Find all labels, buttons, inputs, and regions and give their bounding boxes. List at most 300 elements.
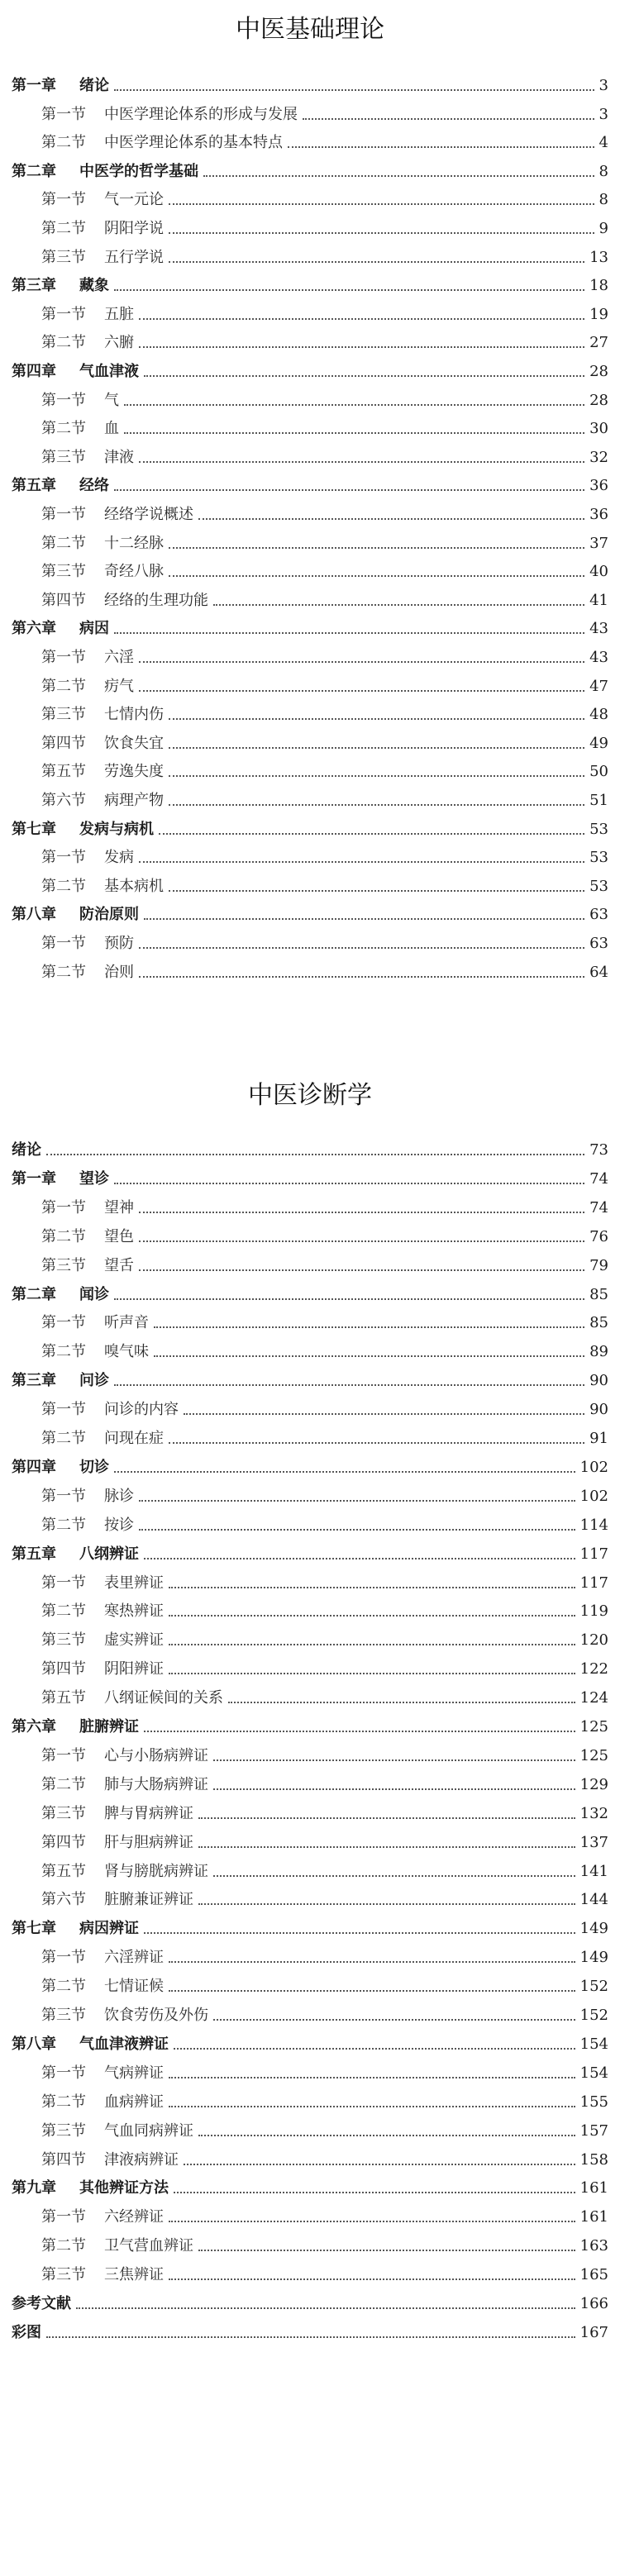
toc-entry-label <box>41 850 139 866</box>
page-number: 36 <box>589 506 608 523</box>
toc-section-row[interactable] <box>41 1334 608 1360</box>
section-title: 脉诊 <box>104 1487 134 1505</box>
section-number: 第三节 <box>41 248 86 266</box>
toc-section-row[interactable] <box>41 211 608 237</box>
section-title: 气血同病辨证 <box>104 2121 193 2140</box>
toc-entry-label <box>41 536 169 552</box>
dot-leader <box>213 1788 575 1790</box>
toc-chapter-row[interactable] <box>12 2286 608 2312</box>
section-title: 治则 <box>104 963 134 981</box>
toc-chapter-row[interactable] <box>12 68 608 94</box>
toc-entry-label <box>12 2296 76 2312</box>
section-title: 六经辨证 <box>104 2208 164 2226</box>
chapter-title: 望诊 <box>79 1169 109 1188</box>
toc-section-row[interactable] <box>41 1680 608 1707</box>
toc-section-row[interactable] <box>41 325 608 351</box>
section-number: 第二节 <box>41 534 86 552</box>
toc-section-row[interactable] <box>41 583 608 609</box>
book-title-tcm-diagnostics: 中医诊断学 <box>248 1081 372 1110</box>
toc-entry-label <box>41 1575 169 1592</box>
toc-chapter-row[interactable] <box>12 154 608 180</box>
toc-section-row[interactable] <box>41 1248 608 1274</box>
toc-chapter-row[interactable] <box>12 1132 608 1159</box>
section-number: 第一节 <box>41 391 86 409</box>
chapter-number: 第八章 <box>12 2035 56 2053</box>
chapter-number: 第九章 <box>12 2179 56 2197</box>
toc-entry-label <box>12 821 159 838</box>
toc-section-row[interactable] <box>41 2199 608 2226</box>
page-number: 149 <box>579 1920 608 1938</box>
page-number: 154 <box>579 2064 608 2082</box>
dot-leader <box>114 632 584 634</box>
section-title: 八纲证候间的关系 <box>104 1689 223 1707</box>
page-number: 161 <box>579 2208 608 2226</box>
section-title: 六腑 <box>104 334 134 352</box>
toc-entry-label <box>41 1661 169 1678</box>
page-number: 124 <box>579 1689 608 1707</box>
toc-section-row[interactable] <box>41 1854 608 1880</box>
page-number: 158 <box>579 2150 608 2169</box>
section-title: 望舌 <box>104 1256 134 1274</box>
toc-section-row[interactable] <box>41 125 608 151</box>
page-number: 155 <box>579 2093 608 2111</box>
page-number: 19 <box>589 305 608 323</box>
page-number: 8 <box>599 191 608 209</box>
toc-entry-label <box>12 2325 46 2341</box>
dot-leader <box>198 2135 575 2136</box>
toc-section-row[interactable] <box>41 840 608 866</box>
toc-entry-label <box>41 879 169 895</box>
toc-entry-label <box>41 192 169 208</box>
chapter-title: 彩图 <box>12 2323 41 2341</box>
section-number: 第二节 <box>41 334 86 352</box>
dot-leader <box>154 1355 584 1357</box>
toc-entry-label <box>12 1459 114 1476</box>
toc-section-row[interactable] <box>41 1507 608 1534</box>
dot-leader <box>169 775 584 777</box>
section-number: 第一节 <box>41 2208 86 2226</box>
toc-section-row[interactable] <box>41 2055 608 2082</box>
book-title-tcm-basic-theory: 中医基础理论 <box>236 15 384 44</box>
section-title: 按诊 <box>104 1516 134 1534</box>
section-title: 虚实辨证 <box>104 1631 164 1650</box>
toc-section-row[interactable] <box>41 1593 608 1620</box>
section-number: 第一节 <box>41 1314 86 1332</box>
page-number: 28 <box>589 363 608 380</box>
toc-section-row[interactable] <box>41 1882 608 1908</box>
section-number: 第五节 <box>41 1689 86 1707</box>
page-number: 3 <box>599 77 608 94</box>
chapter-title: 其他辨证方法 <box>79 2179 169 2197</box>
section-title: 经络的生理功能 <box>104 591 208 609</box>
toc-section-row[interactable] <box>41 1796 608 1822</box>
chapter-number: 第五章 <box>12 1545 56 1563</box>
toc-chapter-row[interactable] <box>12 1450 608 1476</box>
page-number: 48 <box>589 706 608 724</box>
page-number: 8 <box>599 162 608 180</box>
page-number: 3 <box>599 105 608 123</box>
toc-section-row[interactable] <box>41 726 608 752</box>
toc-entry-label <box>41 936 139 952</box>
dot-leader <box>174 2192 575 2193</box>
toc-section-row[interactable] <box>41 240 608 266</box>
chapter-title: 闻诊 <box>79 1285 109 1303</box>
toc-entry-label <box>12 278 114 294</box>
section-title: 脏腑兼证辨证 <box>104 1891 193 1909</box>
dot-leader <box>169 1587 575 1588</box>
toc-section-row[interactable] <box>41 383 608 409</box>
toc-entry-label <box>41 1315 154 1331</box>
dot-leader <box>169 1644 575 1645</box>
dot-leader <box>114 89 594 91</box>
page-number: 9 <box>599 220 608 237</box>
page-number: 32 <box>589 448 608 466</box>
toc-section-row[interactable] <box>41 2142 608 2169</box>
section-title: 听声音 <box>104 1314 149 1332</box>
dot-leader <box>198 518 584 520</box>
chapter-title: 气血津液 <box>79 363 139 380</box>
section-title: 脾与胃病辨证 <box>104 1804 193 1822</box>
section-number: 第一节 <box>41 649 86 666</box>
toc-entry-label <box>41 135 288 151</box>
dot-leader <box>198 1817 575 1819</box>
section-title: 奇经八脉 <box>104 563 164 581</box>
dot-leader <box>144 918 584 920</box>
chapter-title: 气血津液辨证 <box>79 2035 169 2053</box>
toc-chapter-row[interactable] <box>12 2315 608 2341</box>
page-number: 165 <box>579 2266 608 2284</box>
section-number: 第六节 <box>41 1891 86 1909</box>
toc-section-row[interactable] <box>41 411 608 437</box>
section-number: 第四节 <box>41 1833 86 1851</box>
toc-section-row[interactable] <box>41 669 608 695</box>
dot-leader <box>203 175 594 177</box>
toc-entry-label <box>41 1517 139 1534</box>
toc-chapter-row[interactable] <box>12 2026 608 2053</box>
section-title: 七情证候 <box>104 1978 164 1996</box>
toc-section-row[interactable] <box>41 1651 608 1678</box>
toc-entry-label <box>41 221 169 237</box>
dot-leader <box>169 232 594 234</box>
toc-entry-label <box>41 1777 213 1793</box>
toc-section-row[interactable] <box>41 182 608 208</box>
section-number: 第一节 <box>41 1574 86 1592</box>
chapter-title: 八纲辨证 <box>79 1545 139 1563</box>
section-title: 五脏 <box>104 305 134 323</box>
chapter-title: 藏象 <box>79 277 109 295</box>
toc-section-row[interactable] <box>41 440 608 466</box>
toc-section-row[interactable] <box>41 497 608 523</box>
section-title: 气病辨证 <box>104 2064 164 2082</box>
chapter-number: 第二章 <box>12 162 56 180</box>
dot-leader <box>169 718 584 720</box>
chapter-number: 第三章 <box>12 1372 56 1390</box>
chapter-title: 防治原则 <box>79 906 139 924</box>
section-number: 第二节 <box>41 877 86 895</box>
dot-leader <box>169 203 594 205</box>
toc-entry-label <box>41 793 169 809</box>
toc-section-row[interactable] <box>41 1305 608 1331</box>
chapter-number: 第六章 <box>12 1718 56 1736</box>
page-number: 74 <box>589 1169 608 1188</box>
toc-section-row[interactable] <box>41 1565 608 1592</box>
page-number: 43 <box>589 649 608 666</box>
section-number: 第二节 <box>41 1343 86 1361</box>
toc-chapter-row[interactable] <box>12 468 608 494</box>
dot-leader <box>169 1673 575 1674</box>
toc-entry-label <box>41 1258 139 1274</box>
section-number: 第三节 <box>41 1631 86 1650</box>
section-title: 六淫 <box>104 649 134 666</box>
section-number: 第二节 <box>41 420 86 438</box>
section-title: 预防 <box>104 935 134 952</box>
toc-chapter-row[interactable] <box>12 611 608 637</box>
section-title: 血 <box>104 420 119 438</box>
toc-section-row[interactable] <box>41 640 608 666</box>
toc-chapter-row[interactable] <box>12 1363 608 1389</box>
page-number: 137 <box>579 1833 608 1851</box>
section-number: 第一节 <box>41 1198 86 1217</box>
toc-chapter-row[interactable] <box>12 1911 608 1937</box>
toc-entry-label <box>41 1488 139 1505</box>
dot-leader <box>139 947 584 949</box>
page-number: 63 <box>589 906 608 924</box>
toc-section-row[interactable] <box>41 955 608 981</box>
toc-section-row[interactable] <box>41 926 608 952</box>
section-title: 五行学说 <box>104 248 164 266</box>
chapter-number: 第四章 <box>12 1458 56 1476</box>
dot-leader <box>169 2278 575 2280</box>
toc-entry-label <box>12 78 114 94</box>
section-number: 第三节 <box>41 1804 86 1822</box>
toc-chapter-row[interactable] <box>12 812 608 838</box>
page-number: 132 <box>579 1804 608 1822</box>
section-number: 第五节 <box>41 763 86 781</box>
section-title: 津液病辨证 <box>104 2150 179 2169</box>
toc-entry-label <box>41 764 169 780</box>
page-number: 51 <box>589 792 608 809</box>
toc-section-row[interactable] <box>41 1940 608 1966</box>
toc-section-row[interactable] <box>41 1190 608 1217</box>
dot-leader <box>139 690 584 692</box>
dot-leader <box>169 804 584 806</box>
section-number: 第二节 <box>41 963 86 981</box>
toc-entry-label <box>41 2267 169 2283</box>
dot-leader <box>144 1731 575 1732</box>
section-number: 第二节 <box>41 677 86 695</box>
toc-section-row[interactable] <box>41 697 608 723</box>
toc-entry-label <box>41 421 124 437</box>
toc-section-row[interactable] <box>41 1997 608 2024</box>
page-number: 18 <box>589 277 608 295</box>
chapter-number: 第七章 <box>12 820 56 838</box>
section-number: 第二节 <box>41 1602 86 1621</box>
toc-section-row[interactable] <box>41 554 608 580</box>
toc-entry-label <box>41 450 139 466</box>
section-number: 第一节 <box>41 191 86 209</box>
toc-entry-label <box>12 1921 144 1937</box>
toc-entry-label <box>41 107 303 123</box>
toc-entry-label <box>41 250 169 266</box>
chapter-number: 第六章 <box>12 620 56 638</box>
dot-leader <box>144 1558 575 1559</box>
section-title: 十二经脉 <box>104 534 164 552</box>
section-number: 第三节 <box>41 1256 86 1274</box>
page-number: 125 <box>579 1718 608 1736</box>
toc-entry-label <box>41 2238 198 2255</box>
page-number: 49 <box>589 734 608 752</box>
section-title: 津液 <box>104 448 134 466</box>
chapter-title: 绪论 <box>79 77 109 94</box>
section-number: 第二节 <box>41 134 86 152</box>
section-title: 阴阳辨证 <box>104 1660 164 1678</box>
dot-leader <box>169 890 584 892</box>
toc-entry-label <box>41 593 213 609</box>
section-title: 问诊的内容 <box>104 1401 179 1419</box>
toc-entry-label <box>41 2209 169 2226</box>
page-number: 166 <box>579 2295 608 2312</box>
toc-entry-label <box>12 1142 46 1159</box>
toc-entry-label <box>12 621 114 637</box>
toc-section-row[interactable] <box>41 783 608 809</box>
section-title: 七情内伤 <box>104 706 164 724</box>
toc-chapter-row[interactable] <box>12 2170 608 2197</box>
section-title: 三焦辨证 <box>104 2266 164 2284</box>
page-number: 122 <box>579 1660 608 1678</box>
toc-section-row[interactable] <box>41 526 608 552</box>
section-title: 卫气营血辨证 <box>104 2237 193 2255</box>
toc-entry-label <box>41 650 139 666</box>
toc-entry-label <box>41 307 139 323</box>
page-number: 76 <box>589 1227 608 1245</box>
toc-section-row[interactable] <box>41 1825 608 1851</box>
toc-section-row[interactable] <box>41 297 608 323</box>
section-number: 第一节 <box>41 305 86 323</box>
toc-entry-label <box>41 1603 169 1620</box>
toc-section-row[interactable] <box>41 1219 608 1245</box>
toc-entry-label <box>41 1402 184 1418</box>
page-number: 167 <box>579 2323 608 2341</box>
page-number: 13 <box>589 248 608 266</box>
toc-section-row[interactable] <box>41 1767 608 1793</box>
section-number: 第四节 <box>41 2150 86 2169</box>
toc-entry-label <box>41 1690 228 1707</box>
section-number: 第四节 <box>41 591 86 609</box>
dot-leader <box>46 1154 584 1155</box>
chapter-title: 脏腑辨证 <box>79 1718 139 1736</box>
section-number: 第四节 <box>41 734 86 752</box>
page-number: 90 <box>589 1401 608 1419</box>
page-number: 64 <box>589 963 608 981</box>
toc-entry-label <box>41 1835 198 1851</box>
dot-leader <box>169 1990 575 1992</box>
section-title: 劳逸失度 <box>104 763 164 781</box>
toc-entry-label <box>41 1748 213 1764</box>
toc-section-row[interactable] <box>41 2257 608 2283</box>
page-number: 63 <box>589 935 608 952</box>
chapter-number: 第一章 <box>12 1169 56 1188</box>
chapter-number: 第五章 <box>12 477 56 495</box>
page-number: 40 <box>589 563 608 581</box>
section-title: 望神 <box>104 1198 134 1217</box>
toc-entry-label <box>41 679 139 695</box>
page-number: 152 <box>579 2007 608 2024</box>
toc-entry-label <box>41 1344 154 1360</box>
toc-section-row[interactable] <box>41 1622 608 1649</box>
section-number: 第一节 <box>41 1401 86 1419</box>
toc-chapter-row[interactable] <box>12 354 608 380</box>
page-number: 152 <box>579 1978 608 1996</box>
dot-leader <box>114 489 584 491</box>
section-number: 第二节 <box>41 1227 86 1245</box>
toc-section-row[interactable] <box>41 869 608 895</box>
section-number: 第六节 <box>41 792 86 809</box>
chapter-title: 发病与病机 <box>79 820 154 838</box>
section-number: 第一节 <box>41 2064 86 2082</box>
dot-leader <box>114 1183 584 1184</box>
toc-chapter-row[interactable] <box>12 897 608 923</box>
dot-leader <box>169 2077 575 2078</box>
section-title: 问现在症 <box>104 1430 164 1447</box>
toc-entry-label <box>41 1431 169 1447</box>
dot-leader <box>139 461 584 463</box>
toc-chapter-row[interactable] <box>12 1709 608 1736</box>
toc-section-row[interactable] <box>41 1421 608 1447</box>
section-number: 第一节 <box>41 1949 86 1967</box>
toc-section-row[interactable] <box>41 1392 608 1418</box>
dot-leader <box>213 604 584 606</box>
dot-leader <box>169 1442 584 1444</box>
dot-leader <box>139 1529 575 1531</box>
toc-entry-label <box>41 507 198 523</box>
page-number: 161 <box>579 2179 608 2197</box>
page-number: 27 <box>589 334 608 352</box>
toc-section-row[interactable] <box>41 1969 608 1995</box>
section-title: 心与小肠病辨证 <box>104 1746 208 1764</box>
page-number: 53 <box>589 877 608 895</box>
dot-leader <box>139 1500 575 1502</box>
section-number: 第二节 <box>41 1516 86 1534</box>
toc-chapter-row[interactable] <box>12 1277 608 1303</box>
toc-section-row[interactable] <box>41 754 608 780</box>
page-number: 50 <box>589 763 608 781</box>
toc-entry-label <box>41 2152 184 2169</box>
toc-section-row[interactable] <box>41 1738 608 1764</box>
section-title: 表里辨证 <box>104 1574 164 1592</box>
toc-entry-label <box>41 1229 139 1245</box>
toc-chapter-row[interactable] <box>12 1536 608 1563</box>
toc-entry-label <box>12 1171 114 1188</box>
toc-section-row[interactable] <box>41 2228 608 2255</box>
section-title: 肾与膀胱病辨证 <box>104 1862 208 1880</box>
dot-leader <box>169 2106 575 2107</box>
toc-section-row[interactable] <box>41 97 608 123</box>
toc-section-row[interactable] <box>41 2113 608 2140</box>
toc-section-row[interactable] <box>41 1478 608 1505</box>
toc-chapter-row[interactable] <box>12 268 608 294</box>
toc-entry-label <box>12 907 144 923</box>
dot-leader <box>114 289 584 291</box>
chapter-title: 病因 <box>79 620 109 638</box>
toc-chapter-row[interactable] <box>12 1161 608 1188</box>
dot-leader <box>184 1413 584 1415</box>
toc-section-row[interactable] <box>41 2084 608 2111</box>
dot-leader <box>139 861 584 863</box>
section-title: 饮食失宜 <box>104 734 164 752</box>
page-number: 144 <box>579 1891 608 1909</box>
page-number: 91 <box>589 1430 608 1447</box>
section-title: 病理产物 <box>104 792 164 809</box>
